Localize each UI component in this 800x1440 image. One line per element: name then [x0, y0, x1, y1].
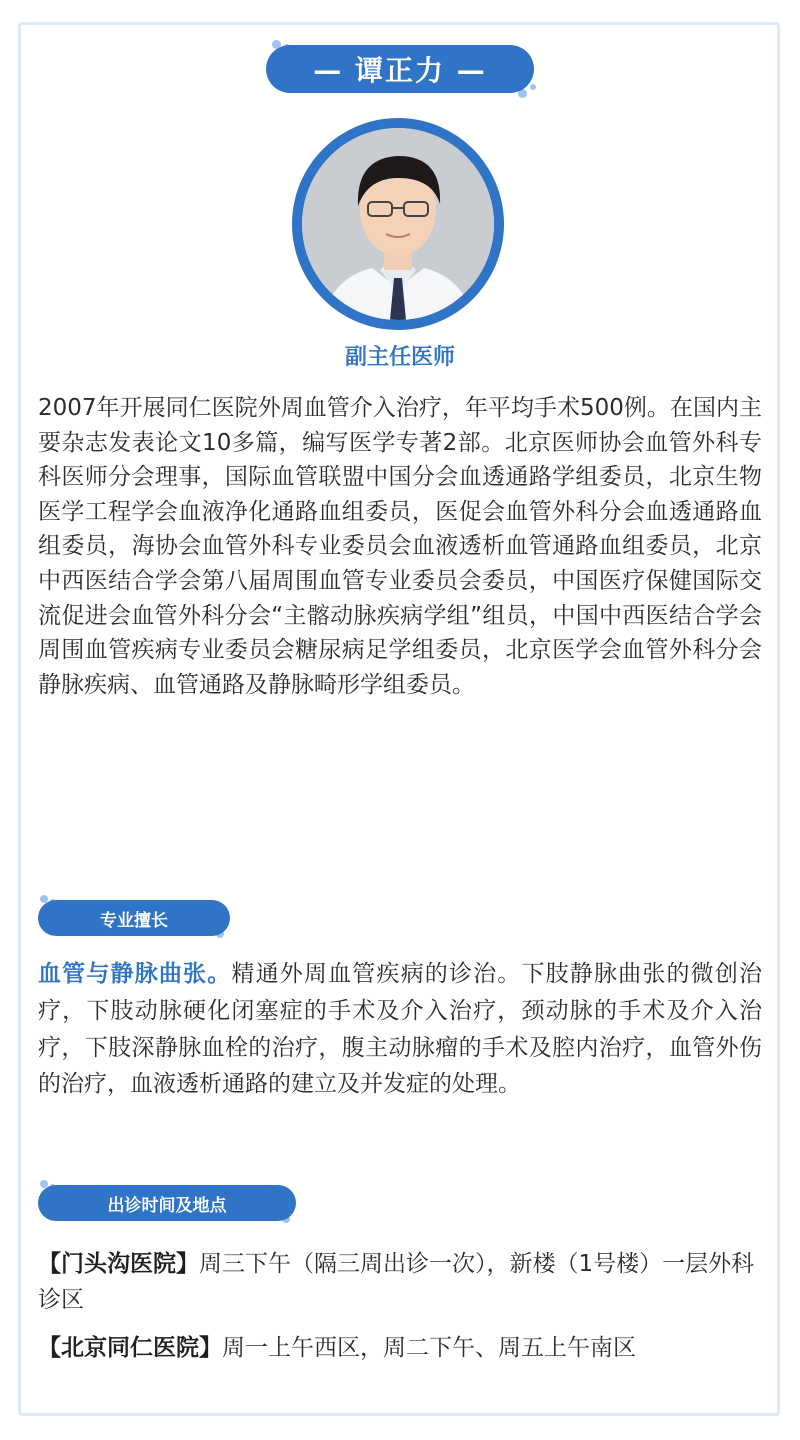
specialty-text [38, 956, 762, 1103]
schedule-heading [38, 1185, 296, 1221]
doctor-name: — 谭正力 — [313, 54, 487, 87]
doctor-portrait-icon [302, 128, 494, 320]
schedule-hospital: 【门头沟医院】 [38, 1251, 199, 1277]
doctor-bio: 2007年开展同仁医院外周血管介入治疗，年平均手术500例。在国内主要杂志发表论文10多篇，编写医学专著2部。北京医师协会血管外科专科医师分会理事，国际血管联盟中国分会血透通路学组委员，北京生物医学工程学会血液净化通路血组委员，医促会血管外科分会血透通路血组委员，海协会血管外科专业委员会血液透析血管通路血组委员，北京中西医结合学会第八届周围血管专业委员会委员，中国医疗保健国际交流促进会血管外科分会“主髂动脉疾病学组”组员，中国中西医结合学会周围血管疾病专业委员会糖尿病足学组委员，北京医学会血管外科分会静脉疾病、血管通路及静脉畸形学组委员。 [38, 395, 762, 698]
schedule-time: 周一上午西区，周二下午、周五上午南区 [222, 1335, 636, 1361]
specialty-heading [38, 900, 230, 936]
schedule-heading-label: 出诊时间及地点 [107, 1195, 227, 1216]
doctor-title: 副主任医师 [344, 345, 455, 370]
schedule-entry-mentougou [38, 1246, 762, 1319]
specialty-heading-label: 专业擅长 [100, 910, 168, 931]
schedule-entry-tongren [38, 1330, 762, 1366]
schedule-hospital: 【北京同仁医院】 [38, 1335, 222, 1361]
schedule-time: 周三下午（隔三周出诊一次），新楼（1号楼）一层外科诊区 [38, 1251, 755, 1314]
specialty-description: 精通外周血管疾病的诊治。下肢静脉曲张的微创治疗，下肢动脉硬化闭塞症的手术及介入治疗，颈动脉的手术及介入治疗，下肢深静脉血栓的治疗，腹主动脉瘤的手术及腔内治疗，血管外伤的治疗，血液透析通路的建立及并发症的处理。 [38, 961, 763, 1098]
specialty-highlight: 血管与静脉曲张。 [38, 961, 232, 987]
avatar [302, 128, 494, 320]
decor-dot [530, 84, 536, 90]
doctor-name-banner [266, 45, 534, 93]
